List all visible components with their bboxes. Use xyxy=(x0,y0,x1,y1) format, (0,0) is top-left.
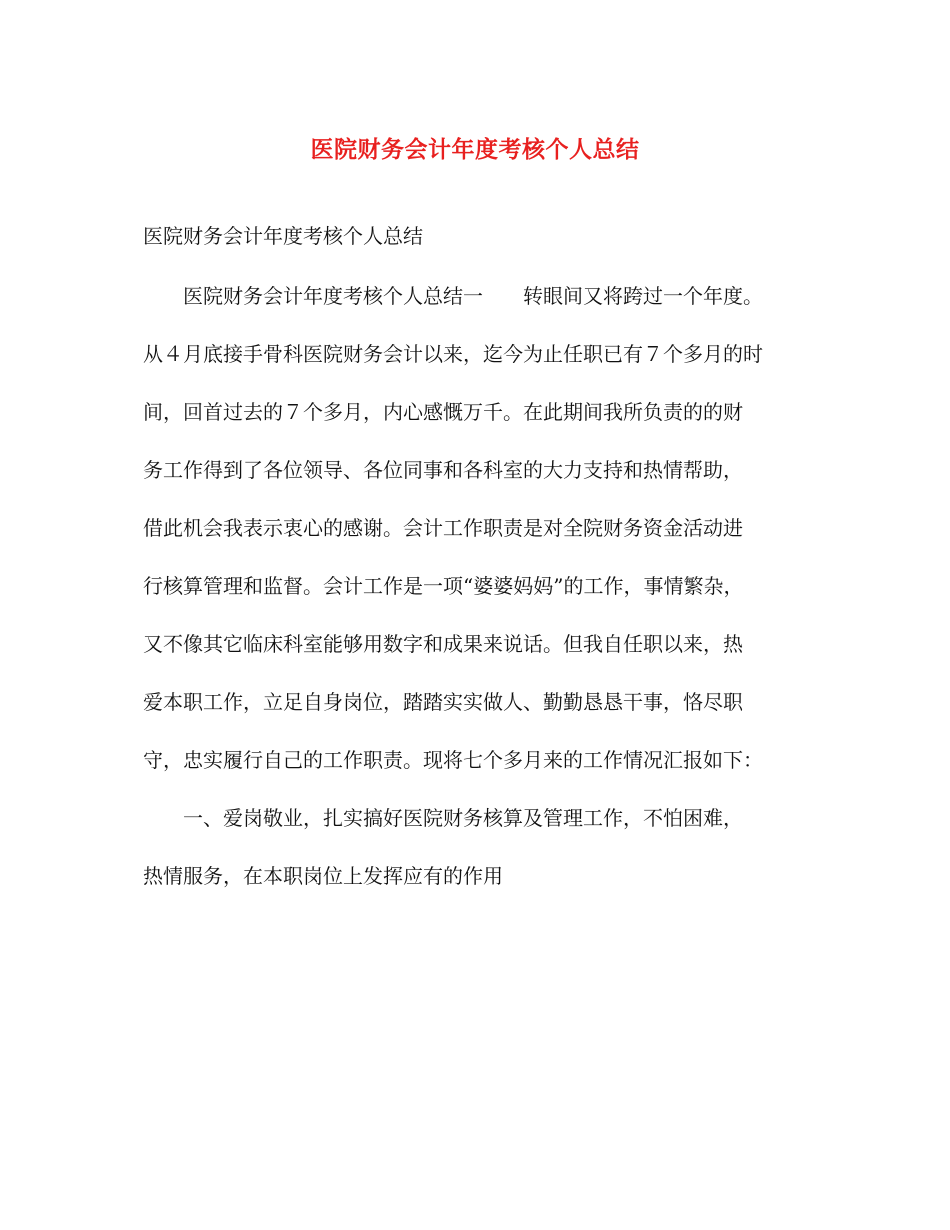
text-gap xyxy=(483,278,523,336)
paragraph-text: 行核算管理和监督。会计工作是一项“婆婆妈妈”的工作，事情繁杂， xyxy=(143,574,744,598)
paragraph-text: 守，忠实履行自己的工作职责。现将七个多月来的工作情况汇报如下： xyxy=(143,748,763,772)
paragraph-text: 爱本职工作，立足自身岗位，踏踏实实做人、勤勤恳恳干事，恪尽职 xyxy=(143,690,743,714)
paragraph-line xyxy=(143,626,813,684)
paragraph-line xyxy=(143,452,813,510)
paragraph-text: 又不像其它临床科室能够用数字和成果来说话。但我自任职以来，热 xyxy=(143,632,743,656)
document-subtitle: 医院财务会计年度考核个人总结 xyxy=(143,224,423,248)
paragraph-text: 务工作得到了各位领导、各位同事和各科室的大力支持和热情帮助， xyxy=(143,458,743,482)
paragraph-line xyxy=(143,568,813,626)
section-heading-text: 热情服务，在本职岗位上发挥应有的作用 xyxy=(143,864,503,888)
document-title: 医院财务会计年度考核个人总结 xyxy=(310,136,640,163)
paragraph-text: 从４月底接手骨科医院财务会计以来，迄今为止任职已有７个多月的时 xyxy=(143,342,763,366)
paragraph-line xyxy=(143,510,813,568)
paragraph-heading-text: 医院财务会计年度考核个人总结一 xyxy=(183,284,483,308)
paragraph-text: 间，回首过去的７个多月，内心感慨万千。在此期间我所负责的的财 xyxy=(143,400,743,424)
section-heading-text: 一、爱岗敬业，扎实搞好医院财务核算及管理工作，不怕困难， xyxy=(183,806,743,830)
paragraph-line xyxy=(143,394,813,452)
paragraph-line xyxy=(143,278,813,336)
paragraph-text: 借此机会我表示衷心的感谢。会计工作职责是对全院财务资金活动进 xyxy=(143,516,743,540)
paragraph-line xyxy=(143,742,813,800)
document-body xyxy=(143,278,813,916)
paragraph-line xyxy=(143,336,813,394)
paragraph-text: 转眼间又将跨过一个年度。 xyxy=(523,284,763,308)
paragraph-line xyxy=(143,684,813,742)
paragraph-line xyxy=(143,800,813,858)
paragraph-line xyxy=(143,858,813,916)
